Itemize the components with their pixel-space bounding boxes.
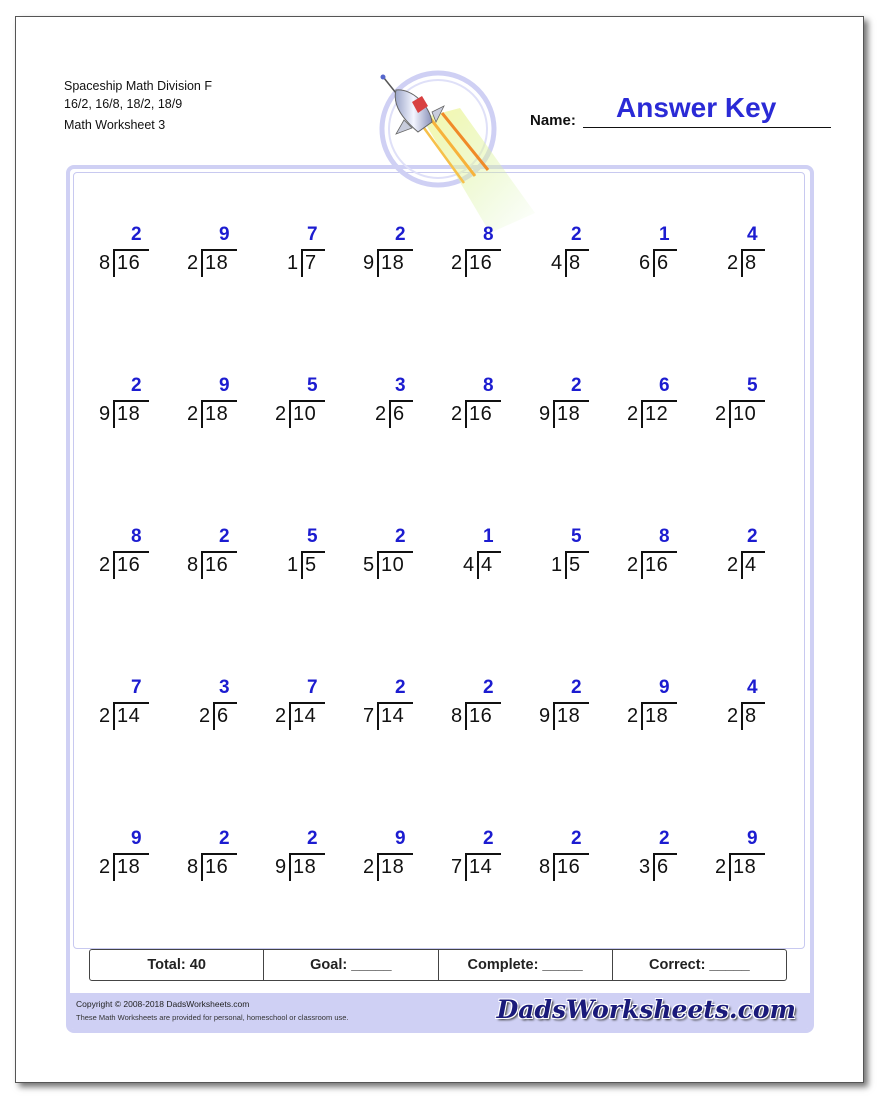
division-problem	[249, 375, 329, 435]
divisor: 1	[287, 252, 299, 274]
division-bracket	[565, 553, 567, 579]
division-problem	[249, 828, 329, 888]
division-problem	[161, 375, 241, 435]
division-problem	[425, 677, 505, 737]
vinculum	[201, 249, 237, 251]
quotient-answer: 2	[747, 526, 758, 547]
division-problem	[349, 375, 429, 435]
divisor: 4	[463, 554, 475, 576]
divisor: 2	[627, 554, 639, 576]
division-bracket	[201, 553, 203, 579]
divisor: 8	[451, 705, 463, 727]
dividend: 7	[305, 252, 317, 274]
division-problem	[425, 375, 505, 435]
division-problem	[161, 828, 241, 888]
division-bracket	[113, 704, 115, 730]
quotient-answer: 9	[747, 828, 758, 849]
division-problem	[513, 677, 593, 737]
worksheet-title: Spaceship Math Division F	[64, 79, 212, 93]
division-bracket	[729, 855, 731, 881]
dividend: 18	[117, 403, 141, 425]
division-bracket	[389, 402, 391, 428]
quotient-answer: 8	[131, 526, 142, 547]
division-problem	[701, 526, 781, 586]
quotient-answer: 2	[307, 828, 318, 849]
vinculum	[653, 249, 677, 251]
vinculum	[565, 249, 589, 251]
division-problem	[437, 526, 517, 586]
quotient-answer: 2	[219, 828, 230, 849]
quotient-answer: 1	[483, 526, 494, 547]
dividend: 14	[117, 705, 141, 727]
division-bracket	[465, 855, 467, 881]
vinculum	[741, 249, 765, 251]
division-bracket	[641, 553, 643, 579]
division-bracket	[565, 251, 567, 277]
dividend: 10	[293, 403, 317, 425]
division-bracket	[641, 704, 643, 730]
divisor: 5	[363, 554, 375, 576]
complete-field: Complete: _____	[439, 950, 613, 980]
divisor: 4	[551, 252, 563, 274]
vinculum	[289, 853, 325, 855]
quotient-answer: 2	[483, 677, 494, 698]
dividend: 10	[733, 403, 757, 425]
division-bracket	[201, 402, 203, 428]
dividend: 16	[205, 554, 229, 576]
totals-bar	[89, 949, 787, 981]
vinculum	[465, 249, 501, 251]
dividend: 14	[293, 705, 317, 727]
quotient-answer: 3	[395, 375, 406, 396]
division-problem	[601, 526, 681, 586]
quotient-answer: 4	[747, 677, 758, 698]
correct-field: Correct: _____	[649, 957, 750, 973]
division-bracket	[289, 855, 291, 881]
rocket-icon	[360, 58, 550, 238]
division-problem	[73, 375, 153, 435]
divisor: 2	[715, 856, 727, 878]
division-bracket	[653, 251, 655, 277]
dividend: 18	[733, 856, 757, 878]
divisor: 8	[539, 856, 551, 878]
quotient-answer: 7	[307, 677, 318, 698]
worksheet-subtitle: Math Worksheet 3	[64, 118, 166, 132]
divisor: 2	[627, 705, 639, 727]
division-bracket	[201, 855, 203, 881]
quotient-answer: 2	[659, 828, 670, 849]
vinculum	[113, 400, 149, 402]
division-problem	[425, 224, 505, 284]
vinculum	[113, 853, 149, 855]
dividend: 14	[381, 705, 405, 727]
division-bracket	[377, 251, 379, 277]
vinculum	[477, 551, 501, 553]
divisor: 2	[715, 403, 727, 425]
dividend: 5	[305, 554, 317, 576]
dividend: 18	[557, 403, 581, 425]
division-problem	[513, 375, 593, 435]
quotient-answer: 5	[747, 375, 758, 396]
divisor: 1	[551, 554, 563, 576]
vinculum	[465, 400, 501, 402]
division-problem	[161, 224, 241, 284]
divisor: 9	[539, 705, 551, 727]
dividend: 8	[569, 252, 581, 274]
vinculum	[641, 551, 677, 553]
divisor: 2	[275, 403, 287, 425]
division-problem	[601, 375, 681, 435]
vinculum	[377, 551, 413, 553]
division-problem	[689, 828, 769, 888]
divisor: 8	[99, 252, 111, 274]
dividend: 14	[469, 856, 493, 878]
division-bracket	[553, 704, 555, 730]
dividend: 16	[469, 403, 493, 425]
dividend: 4	[481, 554, 493, 576]
divisor: 2	[99, 856, 111, 878]
vinculum	[113, 702, 149, 704]
vinculum	[377, 249, 413, 251]
quotient-answer: 4	[747, 224, 758, 245]
division-problem	[425, 828, 505, 888]
vinculum	[653, 853, 677, 855]
dividend: 18	[557, 705, 581, 727]
dividend: 18	[645, 705, 669, 727]
goal-field: Goal: _____	[264, 950, 438, 980]
quotient-answer: 2	[571, 224, 582, 245]
vinculum	[377, 853, 413, 855]
quotient-answer: 6	[659, 375, 670, 396]
divisor: 2	[275, 705, 287, 727]
dividend: 18	[293, 856, 317, 878]
divisor: 6	[639, 252, 651, 274]
division-bracket	[653, 855, 655, 881]
quotient-answer: 2	[395, 526, 406, 547]
vinculum	[729, 853, 765, 855]
divisor: 2	[99, 705, 111, 727]
quotient-answer: 2	[571, 375, 582, 396]
dividend: 18	[381, 252, 405, 274]
division-problem	[249, 677, 329, 737]
vinculum	[301, 551, 325, 553]
divisor: 2	[199, 705, 211, 727]
divisor: 7	[363, 705, 375, 727]
dividend: 16	[469, 252, 493, 274]
division-bracket	[465, 402, 467, 428]
divisor: 2	[99, 554, 111, 576]
vinculum	[301, 249, 325, 251]
division-bracket	[113, 553, 115, 579]
division-problem	[525, 526, 605, 586]
quotient-answer: 8	[483, 375, 494, 396]
vinculum	[553, 702, 589, 704]
division-problem	[701, 677, 781, 737]
divisor: 2	[451, 403, 463, 425]
vinculum	[201, 400, 237, 402]
vinculum	[113, 249, 149, 251]
vinculum	[465, 702, 501, 704]
vinculum	[201, 551, 237, 553]
division-problem	[261, 224, 341, 284]
quotient-answer: 2	[131, 224, 142, 245]
vinculum	[201, 853, 237, 855]
dividend: 6	[217, 705, 229, 727]
quotient-answer: 2	[483, 828, 494, 849]
division-bracket	[377, 704, 379, 730]
dividend: 8	[745, 705, 757, 727]
dividend: 6	[657, 252, 669, 274]
vinculum	[641, 702, 677, 704]
dividend: 16	[557, 856, 581, 878]
answer-key-label: Answer Key	[616, 92, 777, 123]
divisor: 7	[451, 856, 463, 878]
quotient-answer: 2	[395, 224, 406, 245]
division-problem	[689, 375, 769, 435]
copyright-text: Copyright © 2008-2018 DadsWorksheets.com	[76, 999, 250, 1009]
division-bracket	[201, 251, 203, 277]
divisor: 9	[275, 856, 287, 878]
division-bracket	[301, 553, 303, 579]
division-problem	[601, 677, 681, 737]
quotient-answer: 9	[219, 224, 230, 245]
vinculum	[289, 400, 325, 402]
vinculum	[377, 702, 413, 704]
division-problem	[701, 224, 781, 284]
total-count: Total: 40	[90, 950, 264, 980]
division-problem	[525, 224, 605, 284]
divisor: 8	[187, 554, 199, 576]
quotient-answer: 2	[571, 677, 582, 698]
quotient-answer: 5	[307, 526, 318, 547]
vinculum	[729, 400, 765, 402]
division-bracket	[289, 402, 291, 428]
divisor: 2	[727, 252, 739, 274]
dividend: 5	[569, 554, 581, 576]
division-bracket	[113, 855, 115, 881]
division-bracket	[465, 704, 467, 730]
dividend: 4	[745, 554, 757, 576]
quotient-answer: 9	[219, 375, 230, 396]
division-bracket	[641, 402, 643, 428]
dividend: 12	[645, 403, 669, 425]
dividend: 16	[117, 252, 141, 274]
vinculum	[289, 702, 325, 704]
usage-notice: These Math Worksheets are provided for personal, homeschool or classroom use.	[76, 1013, 349, 1022]
quotient-answer: 9	[131, 828, 142, 849]
footer	[66, 993, 814, 1029]
worksheet-facts: 16/2, 16/8, 18/2, 18/9	[64, 97, 183, 111]
divisor: 9	[539, 403, 551, 425]
vinculum	[641, 400, 677, 402]
division-bracket	[729, 402, 731, 428]
division-bracket	[553, 402, 555, 428]
name-line	[583, 127, 831, 128]
divisor: 2	[727, 554, 739, 576]
division-problem	[161, 526, 241, 586]
divisor: 1	[287, 554, 299, 576]
dividend: 16	[469, 705, 493, 727]
quotient-answer: 2	[395, 677, 406, 698]
divisor: 2	[727, 705, 739, 727]
vinculum	[565, 551, 589, 553]
dividend: 16	[205, 856, 229, 878]
division-problem	[337, 828, 417, 888]
vinculum	[465, 853, 501, 855]
dividend: 18	[117, 856, 141, 878]
vinculum	[553, 853, 589, 855]
dividend: 18	[205, 252, 229, 274]
divisor: 2	[363, 856, 375, 878]
vinculum	[553, 400, 589, 402]
division-problem	[73, 224, 153, 284]
quotient-answer: 5	[307, 375, 318, 396]
division-bracket	[553, 855, 555, 881]
divisor: 2	[451, 252, 463, 274]
quotient-answer: 8	[483, 224, 494, 245]
division-bracket	[113, 402, 115, 428]
divisor: 2	[187, 403, 199, 425]
dividend: 10	[381, 554, 405, 576]
division-problem	[337, 224, 417, 284]
division-bracket	[289, 704, 291, 730]
vinculum	[113, 551, 149, 553]
vinculum	[389, 400, 413, 402]
quotient-answer: 9	[659, 677, 670, 698]
division-bracket	[741, 251, 743, 277]
division-problem	[613, 828, 693, 888]
vinculum	[741, 702, 765, 704]
divisor: 2	[375, 403, 387, 425]
quotient-answer: 2	[131, 375, 142, 396]
division-bracket	[377, 855, 379, 881]
dividend: 16	[645, 554, 669, 576]
division-problem	[613, 224, 693, 284]
vinculum	[213, 702, 237, 704]
division-bracket	[377, 553, 379, 579]
dividend: 18	[205, 403, 229, 425]
division-problem	[73, 677, 153, 737]
quotient-answer: 1	[659, 224, 670, 245]
quotient-answer: 7	[307, 224, 318, 245]
quotient-answer: 9	[395, 828, 406, 849]
division-problem	[337, 677, 417, 737]
divisor: 8	[187, 856, 199, 878]
dadsworksheets-logo: DadsWorksheets.com	[496, 995, 796, 1024]
dividend: 18	[381, 856, 405, 878]
division-bracket	[113, 251, 115, 277]
division-problem	[261, 526, 341, 586]
dividend: 6	[393, 403, 405, 425]
quotient-answer: 2	[219, 526, 230, 547]
quotient-answer: 8	[659, 526, 670, 547]
division-bracket	[301, 251, 303, 277]
divisor: 3	[639, 856, 651, 878]
quotient-answer: 3	[219, 677, 230, 698]
division-bracket	[741, 553, 743, 579]
division-problem	[173, 677, 253, 737]
dividend: 6	[657, 856, 669, 878]
divisor: 2	[187, 252, 199, 274]
division-bracket	[213, 704, 215, 730]
division-bracket	[477, 553, 479, 579]
divisor: 2	[627, 403, 639, 425]
name-label: Name:	[530, 112, 576, 129]
vinculum	[741, 551, 765, 553]
division-problem	[73, 828, 153, 888]
division-problem	[73, 526, 153, 586]
dividend: 16	[117, 554, 141, 576]
quotient-answer: 2	[571, 828, 582, 849]
division-bracket	[465, 251, 467, 277]
divisor: 9	[99, 403, 111, 425]
dividend: 8	[745, 252, 757, 274]
divisor: 9	[363, 252, 375, 274]
quotient-answer: 7	[131, 677, 142, 698]
division-bracket	[741, 704, 743, 730]
division-problem	[513, 828, 593, 888]
quotient-answer: 5	[571, 526, 582, 547]
division-problem	[337, 526, 417, 586]
